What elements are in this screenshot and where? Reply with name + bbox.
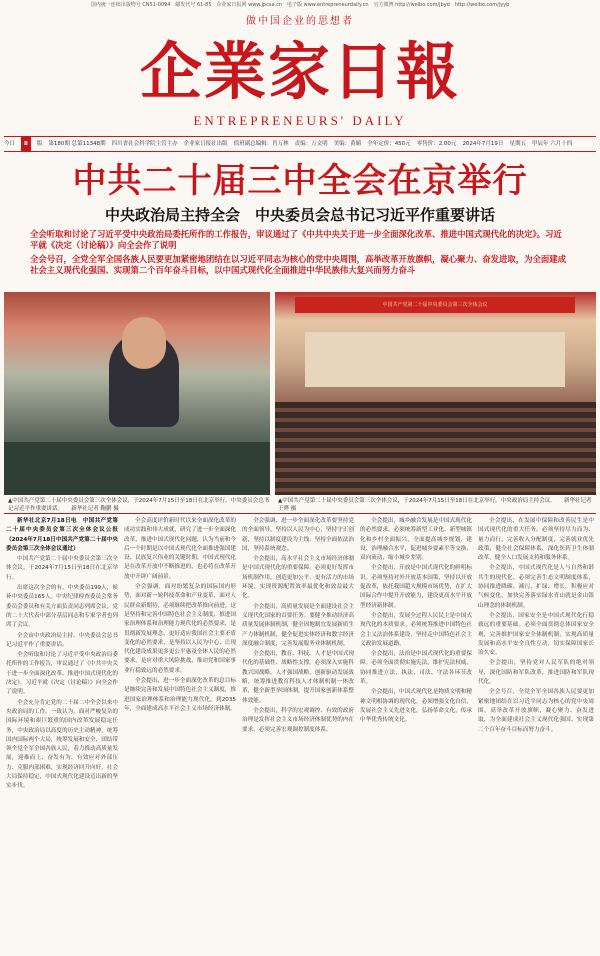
article-paragraph: 全会提出，在发展中保障和改善民生是中国式现代化的重大任务。必须坚持尽力而为、量力而行，完善收入分配制度，完善就业优先政策，健全社会保障体系，深化医药卫生体制改革，健全人口发展支持和服务体系。 bbox=[478, 518, 594, 562]
photo-hall-banner: 中国共产党第二十届中央委员会第三次全体会议 bbox=[295, 297, 575, 313]
publisher: 企业家日报社出版 bbox=[183, 141, 228, 147]
article-paragraph: 出席这次全会的有，中央委员199人，候补中央委员165人。中央纪律检查委员会常务委员会委员和有关方面负责同志列席会议。党的二十大代表中部分基层同志和专家学者也列席了会议。 bbox=[6, 585, 118, 629]
article-paragraph: 全会强调，进一步全面深化改革要坚持党的全面领导，坚持以人民为中心，坚持守正创新，坚持以制度建设为主线，坚持全面依法治国，坚持系统观念。 bbox=[242, 518, 354, 552]
photo-desk bbox=[4, 442, 270, 495]
masthead-logo: 企業家日報 bbox=[139, 35, 460, 108]
article-paragraph: 全会提出，发展全过程人民民主是中国式现代化的本质要求。必须统筹推进中国特色社会主义法治体系建设，坚持走中国特色社会主义政治发展道路。 bbox=[360, 612, 472, 647]
article-paragraph: 全会提出，坚持党对人民军队的绝对领导，深化国防和军队改革，推进国防和军队现代化。 bbox=[478, 660, 594, 686]
news-photo-plenary-hall bbox=[275, 292, 596, 495]
issue-date: 2024年7月19日 bbox=[462, 141, 504, 147]
photo-caption-2: ▲中国共产党第二十届中央委员会第三次全体会议，于2024年7月15日至18日在北京举行。中央政治局主持会议。 新华社记者 王晔 摄 bbox=[278, 498, 592, 512]
article-paragraph: 全会提出，高质量发展是全面建设社会主义现代化国家的首要任务。要健全推动经济高质量发展体制机制，健全因地制宜发展新质生产力体制机制，健全促进实体经济和数字经济深度融合制度，完善发展服务业体制机制。 bbox=[242, 603, 354, 647]
page-unit: 版 bbox=[36, 141, 43, 147]
article-paragraph: 全会提出，城乡融合发展是中国式现代化的必然要求。必须统筹新型工业化、新型城镇化和乡村全面振兴，全面提高城乡规划、建设、治理融合水平，促进城乡要素平等交换、双向流动，缩小城乡差别。 bbox=[360, 518, 472, 562]
masthead-english: ENTREPRENEURS' DAILY bbox=[193, 113, 407, 128]
annual-price: 全年定价：450元 bbox=[367, 141, 411, 147]
article-paragraph: 全会听取和讨论了习近平受中央政治局委托所作的工作报告，审议通过了《中共中央关于进一步全面深化改革、推进中国式现代化的决定》。习近平就《决定（讨论稿）》向全会作了说明。 bbox=[6, 652, 118, 696]
article-paragraph: 全会提出，国家安全是中国式现代化行稳致远的重要基础。必须全面贯彻总体国家安全观，完善维护国家安全体制机制，实现高质量发展和高水平安全良性互动，切实保障国家长治久安。 bbox=[478, 612, 594, 657]
today-label: 今日 bbox=[4, 141, 16, 147]
page-count-badge: 8 bbox=[21, 137, 31, 151]
issue-number: 第180期 总第11348期 bbox=[48, 141, 106, 147]
lead-paragraph-2: 全会号召，全党全军全国各族人民要更加紧密地团结在以习近平同志为核心的党中央周围，高举改革开放旗帜，凝心聚力、奋发进取，为全面建成社会主义现代化强国、实现第二个百年奋斗目标，以中国式现代化全面推进中华民族伟大复兴而努力奋斗 bbox=[30, 254, 566, 275]
article-paragraph: 全会提出，教育、科技、人才是中国式现代化的基础性、战略性支撑。必须深入实施科教兴国战略、人才强国战略、创新驱动发展战略，统筹推进教育科技人才体制机制一体改革，健全新型举国体制，提升国家创新体系整体效能。 bbox=[242, 651, 354, 704]
weekday: 星期五 bbox=[509, 141, 526, 147]
article-paragraph: 全会提出，中国式现代化是物质文明和精神文明相协调的现代化。必须增强文化自信，发展社会主义先进文化，弘扬革命文化，传承中华优秀传统文化。 bbox=[360, 689, 472, 724]
photo-audience-rows bbox=[275, 402, 596, 495]
lunar-date: 甲辰年 六月十四 bbox=[531, 141, 573, 147]
article-column-3 bbox=[242, 517, 354, 949]
retail-price: 零售价：2.00元 bbox=[416, 141, 457, 147]
article-paragraph: 全会提出，中国式现代化是人与自然和谐共生的现代化。必须完善生态文明制度体系，协同推进降碳、减污、扩绿、增长，积极应对气候变化，加快完善落实绿水青山就是金山银山理念的体制机制。 bbox=[478, 565, 594, 609]
article-column-5 bbox=[478, 517, 594, 949]
article-paragraph: 新华社北京7月18日电 中国共产党第二十届中央委员会第三次全体会议公报（2024年7月18日中国共产党第二十届中央委员会第三次全体会议通过） bbox=[6, 518, 118, 552]
article-column-4 bbox=[360, 517, 472, 949]
article-paragraph: 全会号召，全党全军全国各族人民要更加紧密地团结在以习近平同志为核心的党中央周围，高举改革开放旗帜，凝心聚力、奋发进取，为全面建成社会主义现代化强国、实现第二个百年奋斗目标而努力奋斗。 bbox=[478, 689, 594, 733]
article-paragraph: 全会强调，面对纷繁复杂的国际国内形势，面对新一轮科技革命和产业变革，面对人民群众新期待，必须继续把改革推向前进。这是坚持和完善中国特色社会主义制度、推进国家治理体系和治理能力现代化的必然要求，是贯彻新发展理念、更好适应我国社会主要矛盾变化的必然要求，是坚持以人民为中心、让现代化建设成果更多更公平惠及全体人民的必然要求，是应对重大风险挑战、推动党和国家事业行稳致远的必然要求。 bbox=[124, 584, 236, 674]
article-column-2 bbox=[124, 517, 236, 949]
main-headline: 中共二十届三中全会在京举行 bbox=[72, 161, 528, 201]
article-paragraph: 中国共产党第二十届中央委员会第三次全体会议，于2024年7月15日至18日在北京举行。 bbox=[6, 556, 118, 581]
publisher-sponsor: 四川省社会科学院主管主办 bbox=[111, 141, 178, 147]
photo-face bbox=[122, 317, 166, 369]
article-paragraph: 全会提出，进一步全面深化改革的总目标是继续完善和发展中国特色社会主义制度，推进国家治理体系和治理能力现代化。到2035年，全面建成高水平社会主义市场经济体制。 bbox=[124, 678, 236, 712]
article-paragraph: 全会高度评价新时代以来全面深化改革的成功实践和伟大成就，研究了进一步全面深化改革、推进中国式现代化问题，认为当前和今后一个时期是以中国式现代化全面推进强国建设、民族复兴伟业的关键时期。中国式现代化是在改革开放中不断推进的，也必将在改革开放中开辟广阔前景。 bbox=[124, 518, 236, 580]
duty-editor: 值班副总编辑：肖万林 bbox=[233, 141, 289, 147]
article-column-1 bbox=[6, 517, 118, 949]
photo-stage bbox=[305, 332, 565, 387]
photo-caption-1: ▲中国共产党第二十届中央委员会第三次全体会议，于2024年7月15日至18日在北京举行。中央委员会总书记习近平作重要讲话。 新华社记者 鞠鹏 摄 bbox=[8, 498, 270, 512]
top-info-strip: 国内统一连续出版物号 CN51-0094 邮发代号 61-85 企业家日报网 www.jpcsa.cn 电子版 www.entrepreneurdaily.cn 官方微博 http://weibo.com/jbyd http://weibo.com/jyyb bbox=[90, 2, 510, 8]
editor: 责编：万文明 bbox=[294, 141, 328, 147]
article-paragraph: 全会由中央政治局主持。中央委员会总书记习近平作了重要讲话。 bbox=[6, 632, 118, 648]
news-photo-speaker bbox=[4, 292, 270, 495]
divider-rule bbox=[4, 513, 596, 514]
article-paragraph: 全会提出，开放是中国式现代化的鲜明标识。必须坚持对外开放基本国策，坚持以开放促改革，依托我国超大规模市场优势，在扩大国际合作中提升开放能力，建设更高水平开放型经济新体制。 bbox=[360, 565, 472, 609]
article-paragraph: 全会充分肯定党的二十届二中全会以来中央政治局的工作。一致认为，面对严峻复杂的国际环境和艰巨繁重的国内改革发展稳定任务，中央政治局以高度的历史主动精神，统筹国内国际两个大局，统筹发展和安全，团结带领全党全军全国各族人民，着力推动高质量发展，迎难而上、奋发有为，有效应对外部压力、克服内部困难，实现经济回升向好，社会大局保持稳定，中国式现代化建设迈出新的坚实步伐。 bbox=[6, 699, 118, 790]
article-paragraph: 全会提出，法治是中国式现代化的重要保障。必须全面贯彻实施宪法，维护宪法权威，协同推进立法、执法、司法、守法各环节改革。 bbox=[360, 651, 472, 686]
sub-headline: 中央政治局主持全会 中央委员会总书记习近平作重要讲话 bbox=[104, 206, 495, 224]
issue-info-bar bbox=[4, 136, 596, 152]
article-paragraph: 全会提出，科学的宏观调控、有效的政府治理是发挥社会主义市场经济体制优势的内在要求。必须完善宏观调控制度体系。 bbox=[242, 707, 354, 733]
slogan: 做中国企业的思想者 bbox=[246, 16, 354, 27]
lead-paragraph-1: 全会听取和讨论了习近平受中央政治局委托所作的工作报告，审议通过了《中共中央关于进一步全面深化改革、推进中国式现代化的决定》。习近平就《决定（讨论稿）》向全会作了说明 bbox=[30, 229, 562, 250]
article-paragraph: 全会提出，高水平社会主义市场经济体制是中国式现代化的重要保障。必须更好发挥市场机制作用，创造更加公平、更有活力的市场环境，实现资源配置效率最优化和效益最大化。 bbox=[242, 556, 354, 600]
designer: 美编：黄媚 bbox=[333, 141, 362, 147]
